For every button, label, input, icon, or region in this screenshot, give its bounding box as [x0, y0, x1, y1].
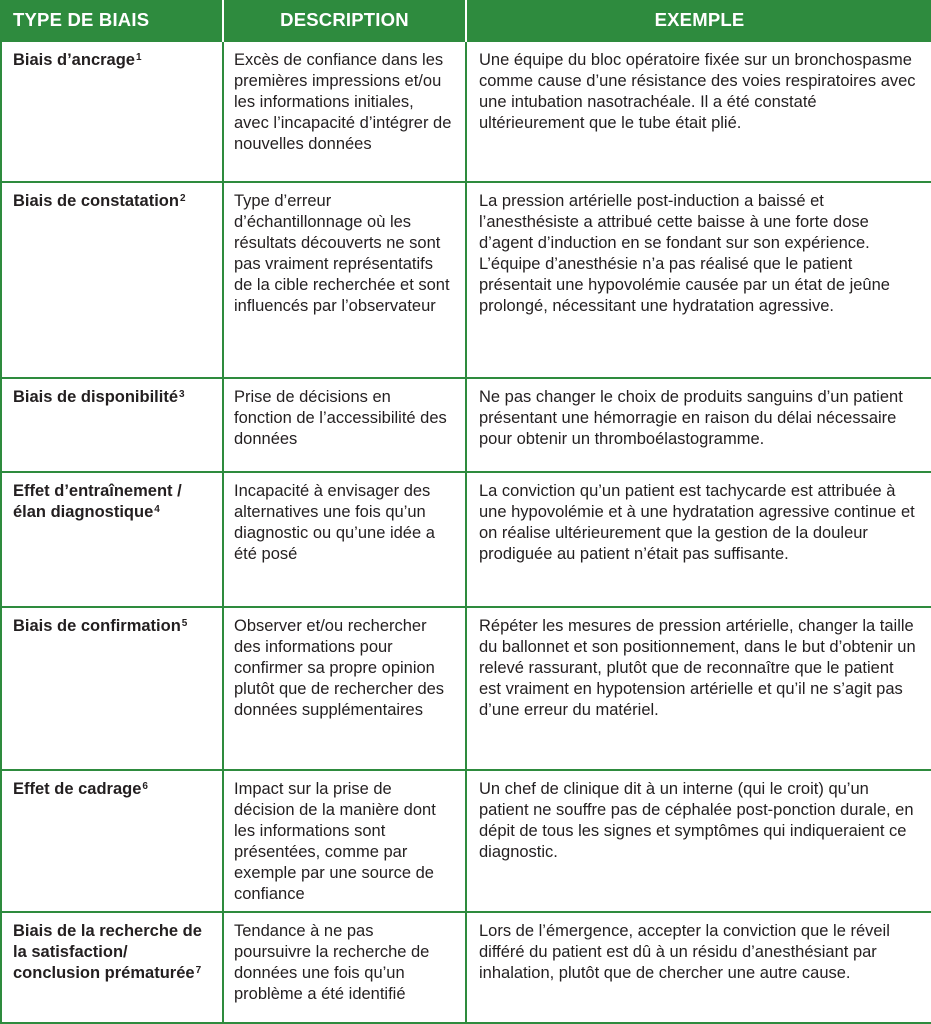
bias-type-cell: [1, 182, 223, 378]
description-cell: Prise de décisions en fonction de l’accessibilité des données: [223, 378, 466, 472]
bias-type: Effet d’entraînement / élan diagnostique: [13, 482, 182, 521]
bias-type-cell: [1, 912, 223, 1023]
bias-type-cell: [1, 607, 223, 770]
table-header: [1, 0, 931, 41]
description-cell: Observer et/ou rechercher des informations pour confirmer sa propre opinion plutôt que de rechercher des données supplémentaires: [223, 607, 466, 770]
table-row: [1, 912, 931, 1023]
bias-type: Biais de disponibilité: [13, 388, 179, 406]
header-example: EXEMPLE: [466, 0, 931, 41]
example-cell: La conviction qu’un patient est tachycarde est attribuée à une hypovolémie et à une hydratation agressive continue et on réalise ultérieurement que la gestion de la douleur prodiguée au patient n’était pas suffisante.: [466, 472, 931, 607]
example-cell: Lors de l’émergence, accepter la conviction que le réveil différé du patient est dû à un résidu d’anesthésiant par inhalation, plutôt que de chercher une autre cause.: [466, 912, 931, 1023]
header-description: DESCRIPTION: [223, 0, 466, 41]
bias-type-cell: [1, 41, 223, 182]
bias-type: Effet de cadrage: [13, 780, 142, 798]
table-row: [1, 378, 931, 472]
reference-number: 7: [195, 965, 202, 976]
bias-type: Biais de constatation: [13, 192, 179, 210]
bias-type: Biais de confirmation: [13, 617, 181, 635]
reference-number: 4: [154, 504, 160, 515]
example-cell: Répéter les mesures de pression artérielle, changer la taille du ballonnet et son positionnement, dans le but d’obtenir un relevé rassurant, plutôt que de reconnaître que le patient est vraiment en hypotension artérielle et qu’il ne s’agit pas d’une erreur du matériel.: [466, 607, 931, 770]
table-row: [1, 770, 931, 912]
description-cell: Incapacité à envisager des alternatives une fois qu’un diagnostic ou qu’une idée a été posé: [223, 472, 466, 607]
reference-number: 5: [181, 618, 188, 629]
reference-number: 3: [179, 389, 185, 400]
table-row: [1, 607, 931, 770]
reference-number: 1: [135, 52, 142, 63]
description-cell: Impact sur la prise de décision de la manière dont les informations sont présentées, comme par exemple par une source de confiance: [223, 770, 466, 912]
bias-type-cell: [1, 378, 223, 472]
table-row: [1, 182, 931, 378]
bias-type-cell: [1, 770, 223, 912]
reference-number: 6: [142, 781, 148, 792]
header-type: TYPE DE BIAIS: [1, 0, 223, 41]
example-cell: La pression artérielle post-induction a baissé et l’anesthésiste a attribué cette baisse à une forte dose d’agent d’induction en se fondant sur son expérience. L’équipe d’anesthésie n’a pas réalisé que le patient présentait une hypovolémie causée par un état de jeûne prolongé, nécessitant une hydratation agressive.: [466, 182, 931, 378]
table-row: [1, 472, 931, 607]
reference-number: 2: [179, 193, 186, 204]
description-cell: Excès de confiance dans les premières impressions et/ou les informations initiales, avec l’incapacité d’intégrer de nouvelles données: [223, 41, 466, 182]
example-cell: Une équipe du bloc opératoire fixée sur un bronchospasme comme cause d’une résistance des voies respiratoires avec une intubation nasotrachéale. Il a été constaté ultérieurement que le tube était plié.: [466, 41, 931, 182]
description-cell: Tendance à ne pas poursuivre la recherche de données une fois qu’un problème a été identifié: [223, 912, 466, 1023]
description-cell: Type d’erreur d’échantillonnage où les résultats découverts ne sont pas vraiment représentatifs de la cible recherchée et sont influencés par l’observateur: [223, 182, 466, 378]
bias-type: Biais de la recherche de la satisfaction/ conclusion prématurée: [13, 922, 202, 982]
table-row: [1, 41, 931, 182]
bias-type: Biais d’ancrage: [13, 51, 135, 69]
bias-type-cell: [1, 472, 223, 607]
example-cell: Un chef de clinique dit à un interne (qui le croit) qu’un patient ne souffre pas de céphalée post-ponction durale, en dépit de tous les signes et symptômes qui indiqueraient ce diagnostic.: [466, 770, 931, 912]
example-cell: Ne pas changer le choix de produits sanguins d’un patient présentant une hémorragie en raison du délai nécessaire pour obtenir un thromboélastogramme.: [466, 378, 931, 472]
